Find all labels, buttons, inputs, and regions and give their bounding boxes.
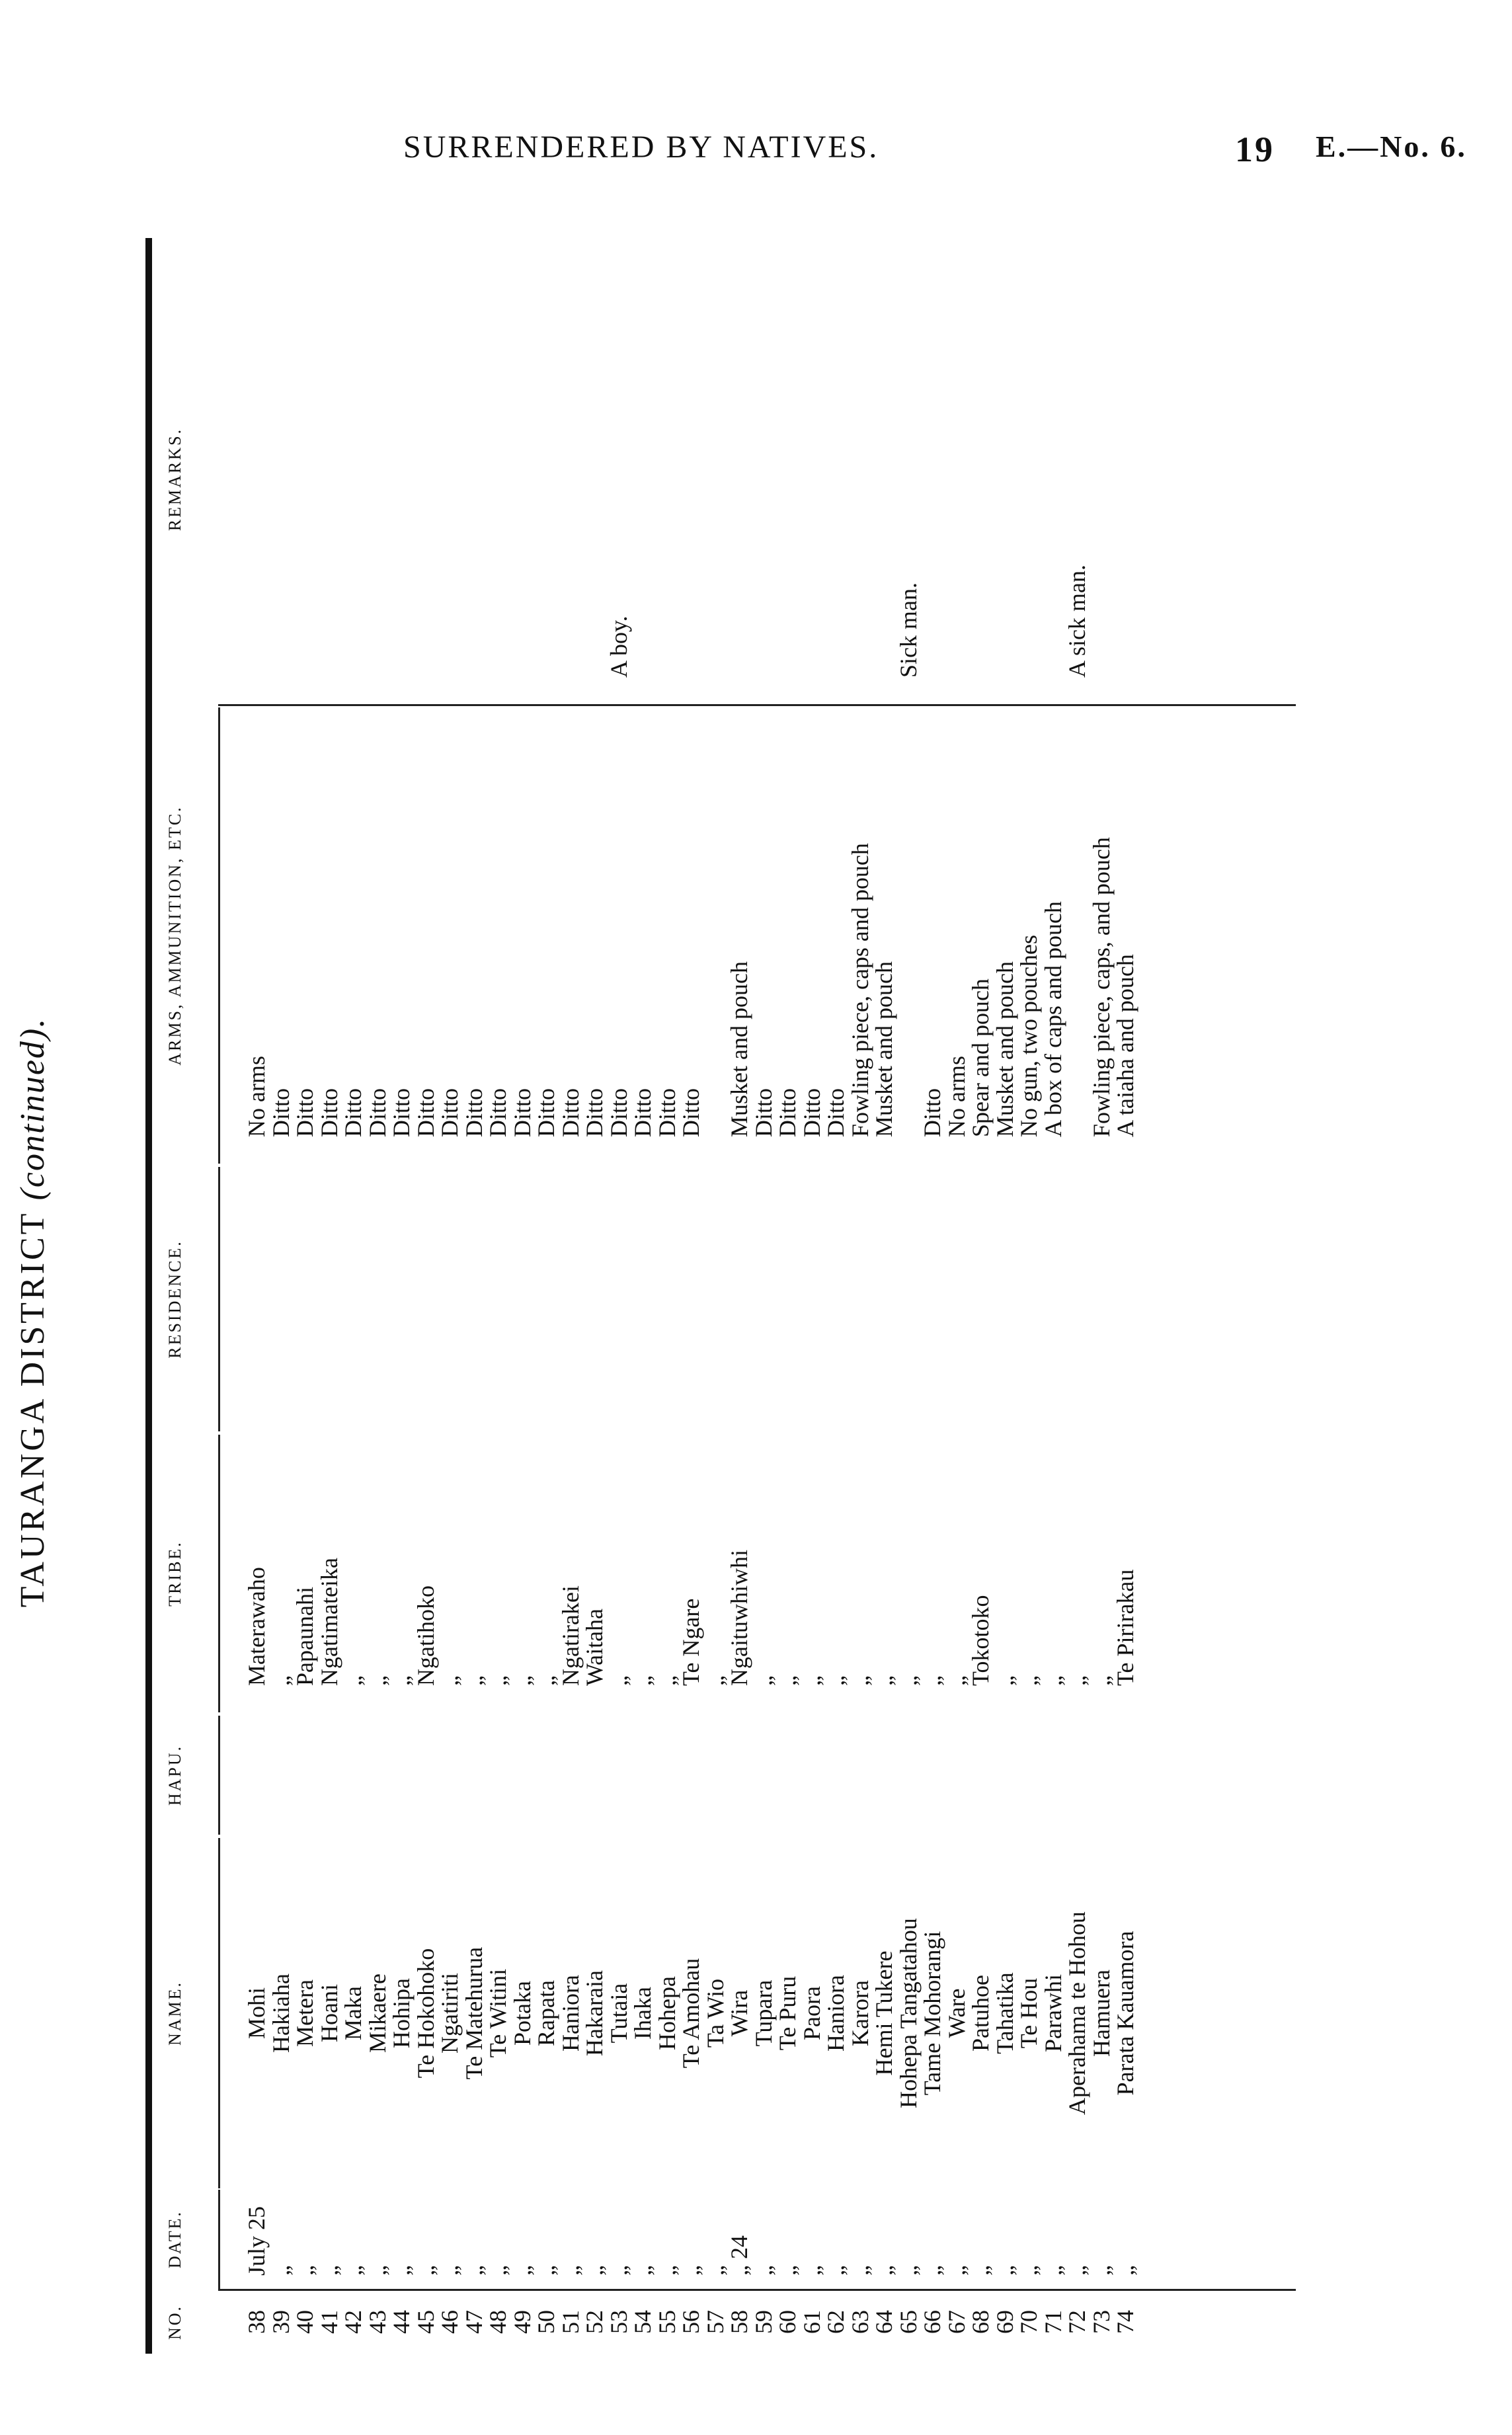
row-arms — [896, 837, 921, 1137]
row-remark — [462, 565, 487, 678]
row-date: „ — [846, 2265, 873, 2276]
row-arms: Ditto — [460, 1088, 487, 1137]
row-number: 45 — [412, 2310, 439, 2334]
row-name: Potaka — [508, 1981, 536, 2046]
row-name: Rapata — [533, 1980, 559, 2046]
row-tribe: Papaunahi — [292, 1587, 318, 1686]
column-residence — [145, 1167, 1296, 1431]
column-arms — [145, 707, 1296, 1164]
column-name — [145, 1838, 1296, 2188]
row-remark — [824, 565, 848, 678]
row-arms: Ditto — [508, 1088, 536, 1137]
row-tribe: „ — [1088, 1675, 1115, 1686]
row-name: Ihaka — [629, 1987, 656, 2040]
row-arms: A taiaha and pouch — [1112, 954, 1138, 1137]
row-arms: Ditto — [340, 1088, 366, 1137]
row-number: 64 — [871, 2310, 897, 2334]
row-tribe: „ — [267, 1675, 294, 1686]
row-date: „ — [895, 2265, 922, 2276]
row-arms: Ditto — [533, 1088, 559, 1137]
row-tribe: Ngatihoko — [412, 1585, 439, 1686]
row-remark — [848, 565, 873, 678]
row-number: 40 — [292, 2310, 318, 2334]
row-date: „ — [750, 2265, 777, 2276]
row-tribe: „ — [436, 1675, 463, 1686]
row-name: Parata Kauamora — [1112, 1931, 1138, 2096]
row-date: „ — [412, 2265, 439, 2276]
row-remark — [1090, 565, 1114, 678]
column-divider — [218, 2289, 1296, 2291]
column-header-remarks: REMARKS. — [165, 427, 184, 532]
row-tribe: „ — [653, 1675, 680, 1686]
row-tribe: „ — [919, 1675, 945, 1686]
row-number: 67 — [943, 2310, 970, 2334]
row-tribe: „ — [1015, 1675, 1042, 1686]
row-number: 43 — [364, 2310, 391, 2334]
row-arms: Ditto — [412, 1088, 439, 1137]
row-date: „ — [1015, 2265, 1042, 2276]
row-date: „ — [822, 2265, 849, 2276]
row-number: 61 — [798, 2310, 825, 2334]
row-remark — [1113, 565, 1138, 678]
row-number: 60 — [774, 2310, 801, 2334]
row-number: 65 — [895, 2310, 922, 2334]
row-tribe: „ — [533, 1675, 559, 1686]
row-name: Te Hou — [1015, 1977, 1042, 2049]
row-date: „ — [967, 2265, 994, 2276]
row-tribe: „ — [605, 1675, 632, 1686]
row-tribe: „ — [485, 1675, 511, 1686]
row-number: 47 — [460, 2310, 487, 2334]
row-name: Ngatiriti — [436, 1973, 463, 2054]
row-arms: No arms — [243, 1056, 270, 1137]
row-number: 52 — [581, 2310, 608, 2334]
row-date: „ — [678, 2265, 704, 2276]
row-tribe: „ — [508, 1675, 536, 1686]
column-hapu — [145, 1716, 1296, 1835]
row-arms: Musket and pouch — [726, 961, 752, 1137]
row-number: 39 — [267, 2310, 294, 2334]
row-name: Tahatika — [991, 1972, 1018, 2054]
row-arms: Ditto — [750, 1088, 777, 1137]
row-name: Wira — [726, 1989, 752, 2037]
row-arms: Ditto — [292, 1088, 318, 1137]
section-title — [13, 883, 66, 1742]
header-rule — [218, 1435, 220, 1712]
row-remark — [776, 565, 800, 678]
row-date: „ — [774, 2265, 801, 2276]
row-name: Patuhoe — [967, 1975, 994, 2052]
row-remark — [389, 565, 414, 678]
row-name: Hakaraia — [581, 1970, 608, 2056]
row-arms: Ditto — [364, 1088, 391, 1137]
row-date: „ — [943, 2265, 970, 2276]
page-number: 19 — [1235, 130, 1275, 169]
row-remark — [1017, 565, 1041, 678]
column-date-cells — [245, 2206, 1138, 2276]
row-remark — [582, 565, 607, 678]
column-remarks-cells — [245, 565, 1138, 678]
row-arms: Fowling piece, caps and pouch — [846, 843, 873, 1137]
row-tribe: „ — [364, 1675, 391, 1686]
row-arms: Ditto — [485, 1088, 511, 1137]
row-date: „ — [460, 2265, 487, 2276]
row-name: Hohepa — [653, 1976, 680, 2050]
row-remark — [341, 565, 366, 678]
row-number: 56 — [678, 2310, 704, 2334]
row-number: 58 — [726, 2310, 752, 2334]
row-name: Aperahama te Hohou — [1064, 1911, 1090, 2115]
row-name: Tame Mohorangi — [919, 1931, 945, 2096]
row-name: Hakiaha — [267, 1974, 294, 2053]
column-header-arms: ARMS, AMMUNITION, ETC. — [165, 805, 184, 1066]
row-arms: Fowling piece, caps, and pouch — [1088, 837, 1115, 1137]
section-title-main: TAURANGA DISTRICT — [14, 1211, 52, 1608]
row-arms: Ditto — [919, 1088, 945, 1137]
page-header — [0, 129, 1512, 175]
row-arms: Ditto — [629, 1088, 656, 1137]
row-date: „ — [557, 2265, 584, 2276]
row-arms: Ditto — [605, 1088, 632, 1137]
row-date: „ — [533, 2265, 559, 2276]
row-tribe: „ — [822, 1675, 849, 1686]
row-name: Haniora — [557, 1975, 584, 2052]
row-number: 48 — [485, 2310, 511, 2334]
surrender-table — [145, 238, 1296, 2354]
row-name: Paora — [798, 1986, 825, 2040]
row-remark — [1041, 565, 1066, 678]
column-date — [145, 2190, 1296, 2289]
row-name: Metera — [292, 1979, 318, 2047]
column-name-cells — [245, 1838, 1138, 2188]
row-arms: A box of caps and pouch — [1039, 901, 1066, 1137]
row-number: 49 — [508, 2310, 536, 2334]
row-number: 68 — [967, 2310, 994, 2334]
row-arms: Ditto — [557, 1088, 584, 1137]
row-number: 62 — [822, 2310, 849, 2334]
column-header-residence: RESIDENCE. — [165, 1240, 184, 1359]
row-number: 53 — [605, 2310, 632, 2334]
row-tribe: „ — [388, 1675, 415, 1686]
row-arms: Ditto — [581, 1088, 608, 1137]
row-name: Hohipa — [388, 1978, 415, 2048]
row-arms: No arms — [943, 1056, 970, 1137]
row-tribe: Ngaituwhiwhi — [726, 1550, 752, 1686]
row-date: „ — [340, 2265, 366, 2276]
row-remark: A sick man. — [1064, 565, 1090, 678]
row-number: 66 — [919, 2310, 945, 2334]
row-number: 59 — [750, 2310, 777, 2334]
row-date: „ — [1088, 2265, 1115, 2276]
row-arms: Ditto — [653, 1088, 680, 1137]
row-remark — [486, 565, 510, 678]
row-remark — [534, 565, 559, 678]
row-date: „ — [388, 2265, 415, 2276]
row-name: Te Hokohoko — [412, 1948, 439, 2079]
row-arms: Musket and pouch — [991, 961, 1018, 1137]
column-arms-cells — [245, 837, 1138, 1137]
row-name: Haniora — [822, 1975, 849, 2052]
row-remark — [800, 565, 824, 678]
row-name: Tutaia — [605, 1983, 632, 2044]
row-date: „ — [701, 2265, 729, 2276]
row-date: „ — [1064, 2265, 1090, 2276]
row-name: Mikaere — [364, 1974, 391, 2053]
row-remark — [414, 565, 438, 678]
row-tribe: „ — [798, 1675, 825, 1686]
row-tribe: „ — [991, 1675, 1018, 1686]
column-no — [145, 2291, 1296, 2354]
row-number: 73 — [1088, 2310, 1115, 2334]
header-rule — [218, 1838, 220, 2188]
column-header-hapu: HAPU. — [165, 1744, 184, 1806]
row-remark — [366, 565, 390, 678]
column-no-cells — [245, 2310, 1138, 2334]
row-number: 38 — [243, 2310, 270, 2334]
row-arms — [1065, 837, 1090, 1137]
row-tribe: „ — [460, 1675, 487, 1686]
column-tribe-cells — [245, 1550, 1138, 1686]
row-name: Ta Wio — [701, 1978, 729, 2048]
row-remark — [920, 565, 945, 678]
row-date: „ — [581, 2265, 608, 2276]
row-arms: Ditto — [678, 1088, 704, 1137]
row-arms: Ditto — [388, 1088, 415, 1137]
column-header-tribe: TRIBE. — [165, 1540, 184, 1607]
row-tribe: „ — [1064, 1675, 1090, 1686]
column-tribe — [145, 1435, 1296, 1712]
row-number: 57 — [701, 2310, 729, 2334]
row-tribe: Materawaho — [243, 1567, 270, 1686]
row-date: „ — [1039, 2265, 1066, 2276]
row-name: Te Matehurua — [460, 1946, 487, 2080]
row-name: Hohepa Tangatahou — [895, 1918, 922, 2108]
row-date: „ 24 — [726, 2235, 752, 2276]
row-tribe: „ — [846, 1675, 873, 1686]
row-remark — [245, 565, 269, 678]
page-title: SURRENDERED BY NATIVES. — [403, 130, 879, 165]
row-arms: Ditto — [267, 1088, 294, 1137]
row-tribe: Te Pirirakau — [1112, 1569, 1138, 1686]
header-rule — [218, 707, 220, 1164]
row-remark — [510, 565, 535, 678]
row-date: „ — [364, 2265, 391, 2276]
row-tribe: Waitaha — [581, 1608, 608, 1686]
column-remarks — [145, 255, 1296, 704]
row-number: 44 — [388, 2310, 415, 2334]
row-name: Karora — [846, 1980, 873, 2046]
row-arms: Ditto — [798, 1088, 825, 1137]
row-tribe: „ — [871, 1675, 897, 1686]
row-remark — [269, 565, 294, 678]
row-number: 70 — [1015, 2310, 1042, 2334]
row-arms: Ditto — [436, 1088, 463, 1137]
row-tribe: Ngatimateika — [315, 1558, 342, 1686]
row-arms: Ditto — [822, 1088, 849, 1137]
row-arms: Musket and pouch — [871, 961, 897, 1137]
row-remark — [969, 565, 993, 678]
row-number: 69 — [991, 2310, 1018, 2334]
row-number: 51 — [557, 2310, 584, 2334]
column-header-date: DATE. — [165, 2210, 184, 2268]
row-date: „ — [292, 2265, 318, 2276]
row-remark — [317, 565, 342, 678]
row-arms — [703, 837, 728, 1137]
header-rule — [218, 1167, 220, 1431]
row-remark — [679, 565, 703, 678]
row-date: „ — [267, 2265, 294, 2276]
row-name: Hemi Tukere — [871, 1950, 897, 2076]
row-remark: Sick man. — [895, 582, 922, 678]
row-date: „ — [436, 2265, 463, 2276]
row-date: „ — [1112, 2265, 1138, 2276]
row-arms: No gun, two pouches — [1015, 935, 1042, 1137]
row-number: 55 — [653, 2310, 680, 2334]
row-remark — [631, 565, 655, 678]
row-name: Te Witini — [485, 1968, 511, 2058]
row-date: „ — [991, 2265, 1018, 2276]
row-tribe: „ — [340, 1675, 366, 1686]
row-date: „ — [653, 2265, 680, 2276]
row-number: 72 — [1064, 2310, 1090, 2334]
row-tribe: Tokotoko — [967, 1595, 994, 1686]
row-arms: Ditto — [774, 1088, 801, 1137]
row-remark — [438, 565, 462, 678]
column-divider — [218, 704, 1296, 706]
row-tribe: Te Ngare — [678, 1598, 704, 1686]
row-number: 74 — [1112, 2310, 1138, 2334]
row-remark — [945, 565, 969, 678]
row-remark — [993, 565, 1017, 678]
row-name: Tupara — [750, 1979, 777, 2047]
section-title-suffix: (continued). — [14, 1017, 52, 1201]
row-date: „ — [919, 2265, 945, 2276]
row-date: „ — [605, 2265, 632, 2276]
row-remark — [727, 565, 752, 678]
row-name: Te Amohau — [678, 1958, 704, 2069]
row-date: „ — [871, 2265, 897, 2276]
row-remark — [752, 565, 776, 678]
row-date: „ — [315, 2265, 342, 2276]
row-remark — [559, 565, 583, 678]
row-arms: Ditto — [315, 1088, 342, 1137]
row-number: 71 — [1039, 2310, 1066, 2334]
row-number: 54 — [629, 2310, 656, 2334]
header-rule — [218, 2190, 220, 2289]
row-name: Ware — [943, 1988, 970, 2038]
row-date: „ — [629, 2265, 656, 2276]
row-tribe: „ — [943, 1675, 970, 1686]
row-date: „ — [798, 2265, 825, 2276]
row-number: 46 — [436, 2310, 463, 2334]
row-tribe: Ngatirakei — [557, 1585, 584, 1686]
row-remark — [872, 565, 896, 678]
row-tribe: „ — [629, 1675, 656, 1686]
row-tribe: „ — [1039, 1675, 1066, 1686]
row-name: Te Puru — [774, 1976, 801, 2051]
row-remark — [703, 565, 728, 678]
row-tribe: „ — [774, 1675, 801, 1686]
row-remark — [293, 565, 317, 678]
row-remark — [655, 565, 680, 678]
row-tribe: „ — [750, 1675, 777, 1686]
row-name: Hoani — [315, 1984, 342, 2042]
row-number: 41 — [315, 2310, 342, 2334]
row-tribe: „ — [701, 1675, 729, 1686]
row-date: „ — [485, 2265, 511, 2276]
column-header-name: NAME. — [165, 1980, 184, 2046]
row-name: Parawhi — [1039, 1974, 1066, 2052]
row-tribe: „ — [895, 1675, 922, 1686]
document-reference: E.—No. 6. — [1316, 130, 1467, 163]
row-arms: Spear and pouch — [967, 978, 994, 1137]
row-number: 42 — [340, 2310, 366, 2334]
row-name: Maka — [340, 1986, 366, 2040]
row-name: Hamuera — [1088, 1970, 1115, 2057]
row-date: „ — [508, 2265, 536, 2276]
row-number: 63 — [846, 2310, 873, 2334]
header-rule — [218, 1716, 220, 1835]
column-header-no: NO. — [165, 2304, 184, 2340]
row-name: Mohi — [243, 1987, 270, 2040]
row-number: 50 — [533, 2310, 559, 2334]
row-remark: A boy. — [605, 616, 632, 678]
row-date: July 25 — [243, 2206, 270, 2276]
